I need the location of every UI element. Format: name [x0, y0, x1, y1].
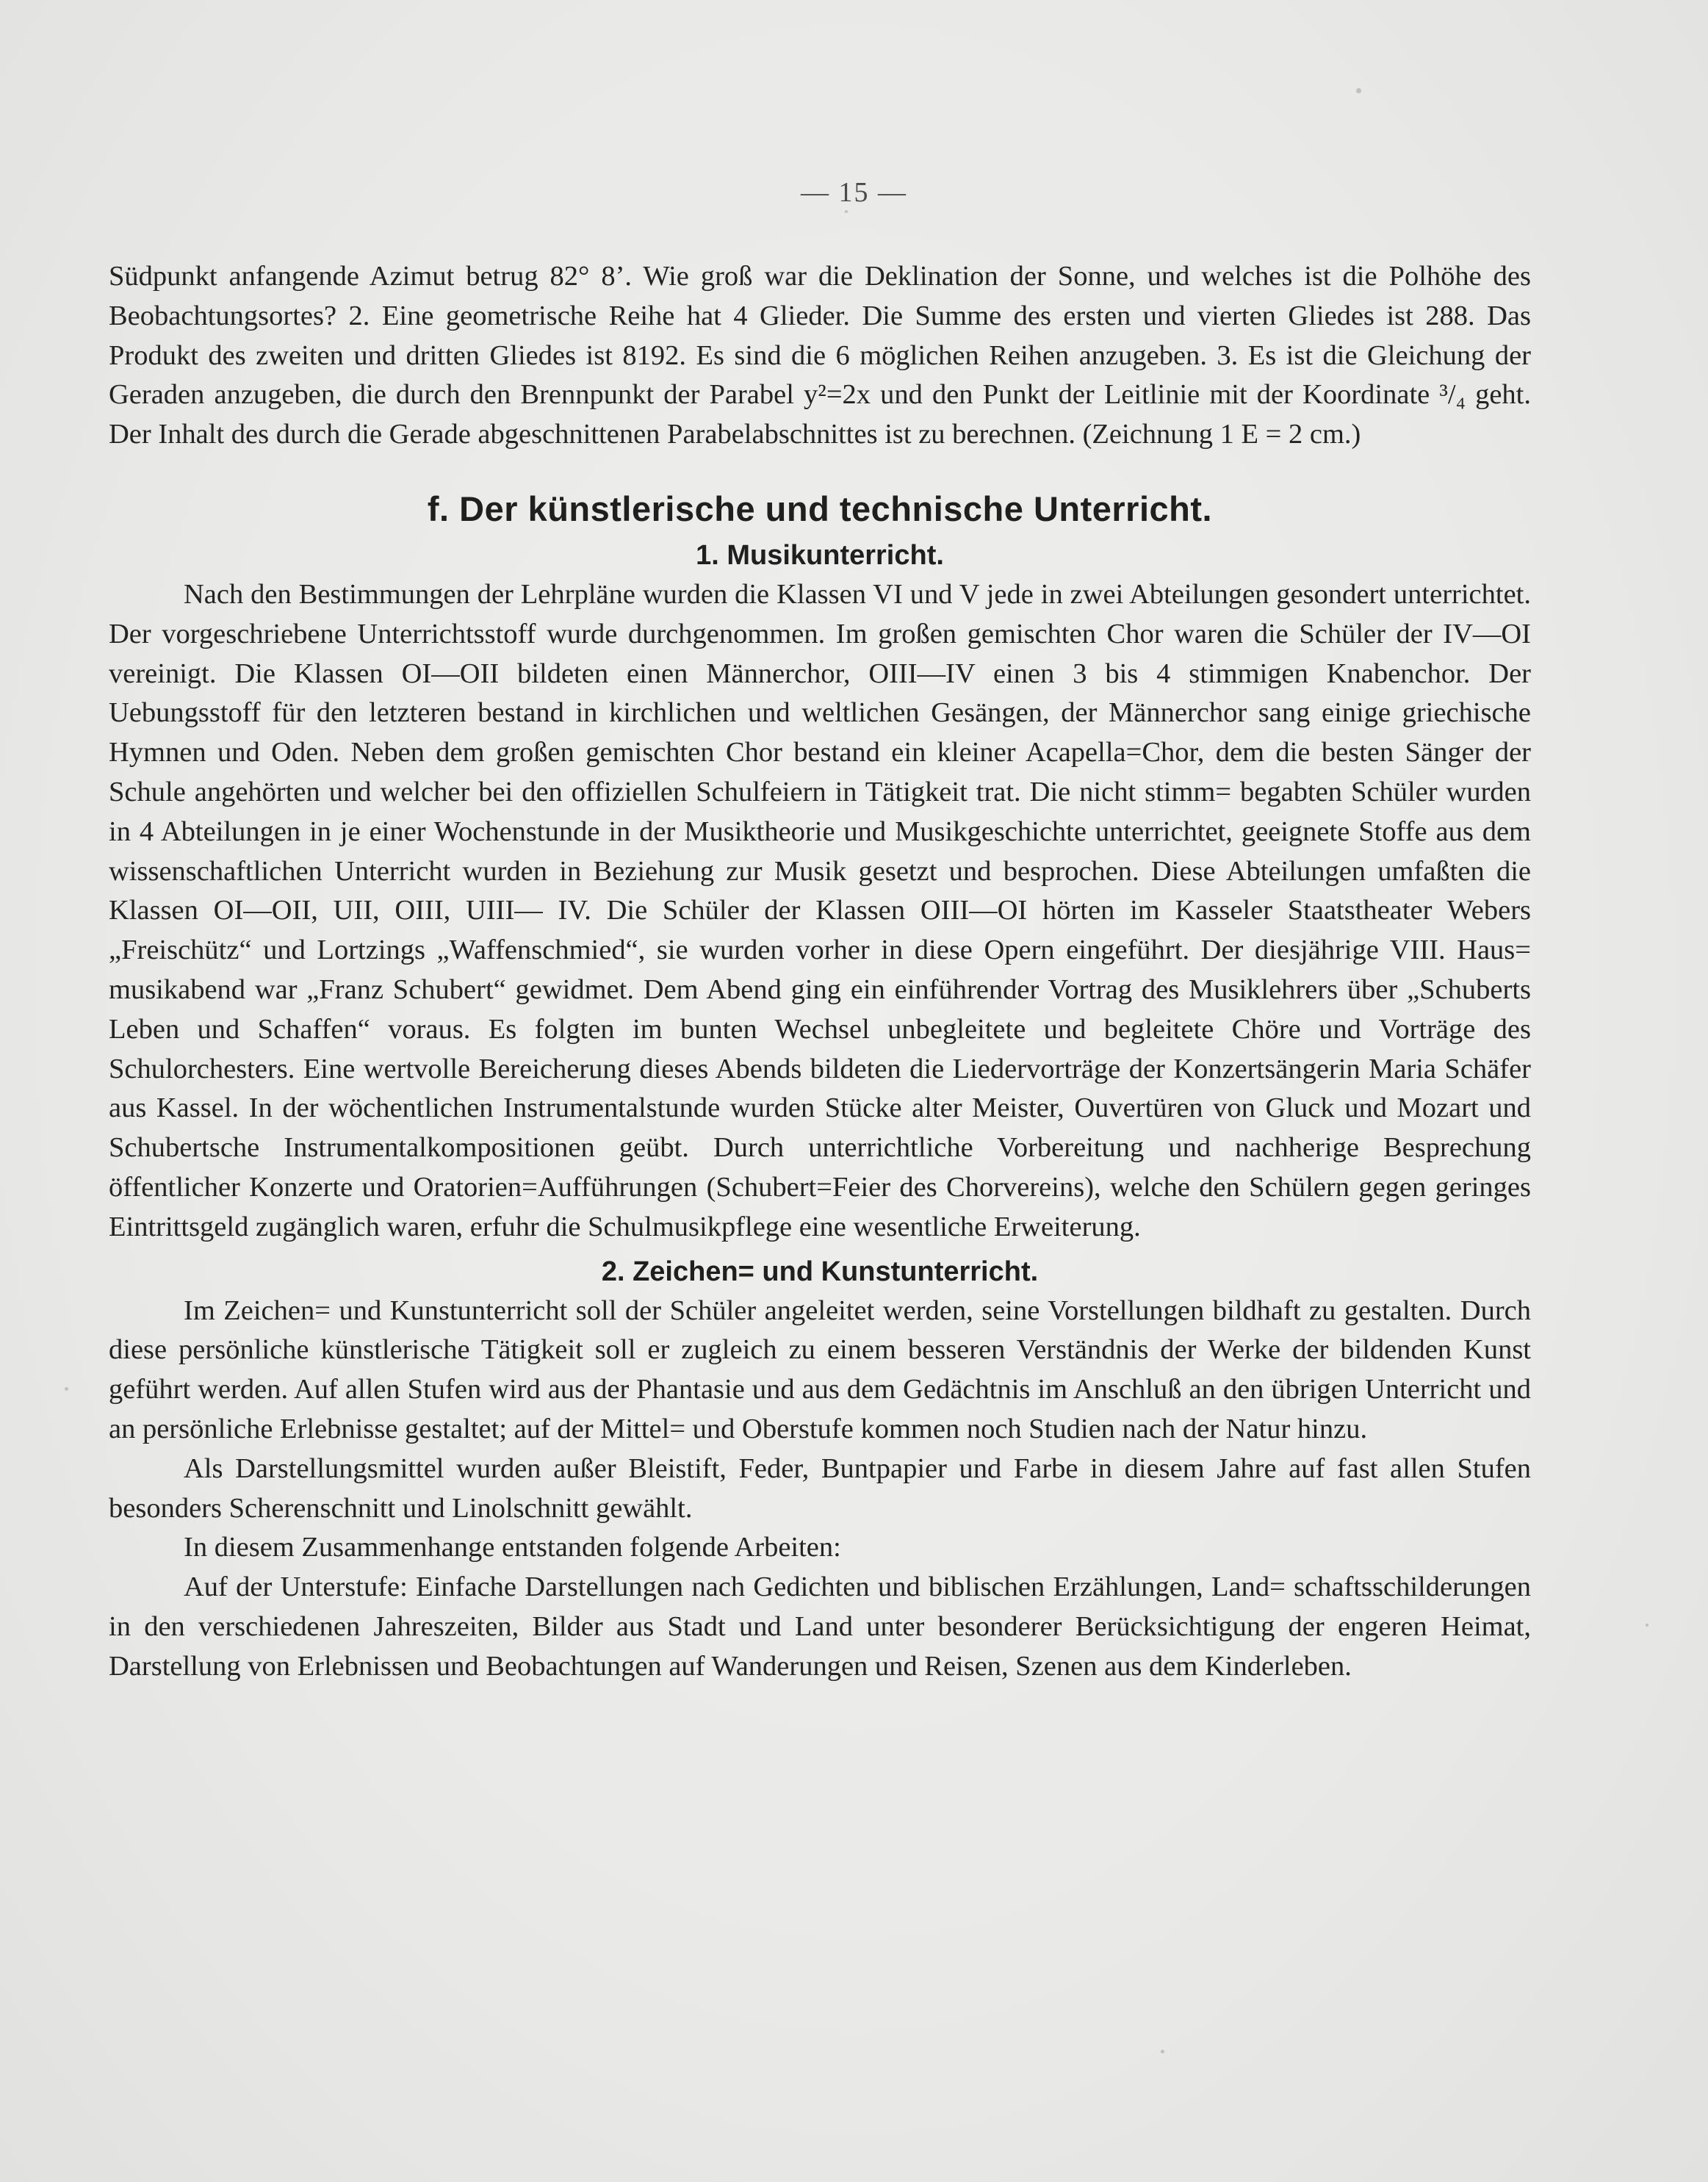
drawing-paragraph-2: Als Darstellungsmittel wurden außer Bleistift, Feder, Buntpapier und Farbe in diesem Jahre auf fast allen Stufen besonders Scherenschnitt und Linolschnitt gewählt.	[109, 1452, 1531, 1524]
drawing-heading: 2. Zeichen= und Kunstunterricht.	[601, 1256, 1039, 1287]
drawing-paragraph-1: Im Zeichen= und Kunstunterricht soll der Schüler angeleitet werden, seine Vorstellungen bildhaft zu gestalten. Durch diese persönliche künstlerische Tätigkeit soll er zugleich zu einem besseren Verständnis der Werke der bildenden Kunst geführt werden. Auf allen Stufen wird aus der Phantasie und aus dem Gedächtnis im Anschluß an den übrigen Unterricht und an persönliche Erlebnisse gestaltet; auf der Mittel= und Oberstufe kommen noch Studien nach der Natur hinzu.	[109, 1295, 1531, 1444]
page-content	[109, 257, 1531, 1687]
paper-speck	[65, 1387, 68, 1391]
section-heading: f. Der künstlerische und technische Unterricht.	[427, 489, 1213, 528]
drawing-paragraph-4: Auf der Unterstufe: Einfache Darstellungen nach Gedichten und biblischen Erzählungen, Land= schaftsschilderungen in den verschiedenen Jahreszeiten, Bilder aus Stadt und Land unter besonderer Berücksichtigung der engeren Heimat, Darstellung von Erlebnissen und Beobachtungen auf Wanderungen und Reisen, Szenen aus dem Kinderleben.	[109, 1571, 1531, 1682]
paper-speck	[1646, 1624, 1648, 1627]
paper-speck	[845, 210, 848, 213]
paper-speck	[1161, 2050, 1164, 2053]
music-heading: 1. Musikunterricht.	[696, 539, 944, 571]
page-number: — 15 —	[801, 177, 907, 208]
music-paragraph: Nach den Bestimmungen der Lehrpläne wurden die Klassen VI und V jede in zwei Abteilungen gesondert unterrichtet. Der vorgeschriebene Unterrichtsstoff wurde durchgenommen. Im großen gemischten Chor waren die Schüler der IV—OI vereinigt. Die Klassen OI—OII bildeten einen Männerchor, OIII—IV einen 3 bis 4 stimmigen Knabenchor. Der Uebungsstoff für den letzteren bestand in kirchlichen und weltlichen Gesängen, der Männerchor sang einige griechische Hymnen und Oden. Neben dem großen gemischten Chor bestand ein kleiner Acapella=Chor, dem die besten Sänger der Schule angehörten und welcher bei den offiziellen Schulfeiern in Tätigkeit trat. Die nicht stimm= begabten Schüler wurden in 4 Abteilungen in je einer Wochenstunde in der Musiktheorie und Musikgeschichte unterrichtet, geeignete Stoffe aus dem wissenschaftlichen Unterricht wurden in Beziehung zur Musik gesetzt und besprochen. Diese Abteilungen umfaßten die Klassen OI—OII, UII, OIII, UIII— IV. Die Schüler der Klassen OIII—OI hörten im Kasseler Staatstheater Webers „Freischütz“ und Lortzings „Waffenschmied“, sie wurden vorher in diese Opern eingeführt. Der diesjährige VIII. Haus= musikabend war „Franz Schubert“ gewidmet. Dem Abend ging ein einführender Vortrag des Musiklehrers über „Schuberts Leben und Schaffen“ voraus. Es folgten im bunten Wechsel unbegleitete und begleitete Chöre und Vorträge des Schulorchesters. Eine wertvolle Bereicherung dieses Abends bildeten die Liedervorträge der Konzertsängerin Maria Schäfer aus Kassel. In der wöchentlichen Instrumentalstunde wurden Stücke alter Meister, Ouvertüren von Gluck und Mozart und Schubertsche Instrumentalkompositionen geübt. Durch unterrichtliche Vorbereitung und nachherige Besprechung öffentlicher Konzerte und Oratorien=Aufführungen (Schubert=Feier des Chorvereins), welche den Schülern gegen geringes Eintrittsgeld zugänglich waren, erfuhr die Schulmusikpflege eine wesentliche Erweiterung.	[109, 578, 1531, 1242]
intro-paragraph: Südpunkt anfangende Azimut betrug 82° 8’. Wie groß war die Deklination der Sonne, und welches ist die Polhöhe des Beobachtungsortes? 2. Eine geometrische Reihe hat 4 Glieder. Die Summe des ersten und vierten Gliedes ist 288. Das Produkt des zweiten und dritten Gliedes ist 8192. Es sind die 6 möglichen Reihen anzugeben. 3. Es ist die Gleichung der Geraden anzugeben, die durch den Brennpunkt der Parabel y²=2x und den Punkt der Leitlinie mit der Koordinate ³/₄ geht. Der Inhalt des durch die Gerade abgeschnittenen Parabelabschnittes ist zu berechnen. (Zeichnung 1 E = 2 cm.)	[109, 261, 1531, 450]
drawing-paragraph-3: In diesem Zusammenhange entstanden folgende Arbeiten:	[184, 1532, 841, 1563]
paper-speck	[1356, 88, 1361, 93]
